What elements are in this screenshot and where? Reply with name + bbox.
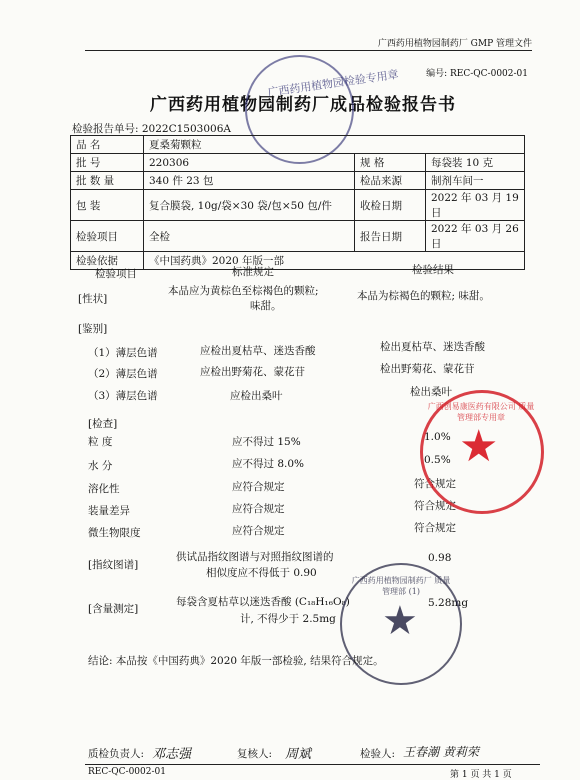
pack-label: 包 装 — [71, 190, 144, 221]
traits-result: 本品为棕褐色的颗粒; 味甜。 — [357, 290, 490, 302]
report-date-label: 报告日期 — [355, 221, 426, 252]
source-label: 检品来源 — [355, 172, 426, 190]
page-number: 第 1 页 共 1 页 — [450, 770, 512, 780]
check-name-5: 微生物限度 — [88, 527, 141, 539]
report-date-value: 2022 年 03 月 26 日 — [426, 221, 525, 252]
ident-result-1: 检出夏枯草、迷迭香酸 — [380, 341, 485, 353]
ident-standard-2: 应检出野菊花、蒙花苷 — [200, 366, 305, 378]
check-name-2: 水 分 — [88, 460, 113, 472]
conclusion: 结论: 本品按《中国药典》2020 年版一部检验, 结果符合规定。 — [88, 655, 384, 667]
check-standard-2: 应不得过 8.0% — [232, 458, 305, 470]
ident-name-1: （1）薄层色谱 — [88, 347, 158, 359]
ident-standard-3: 应检出桑叶 — [230, 390, 283, 402]
col-item: 检验项目 — [95, 268, 137, 280]
qty-value: 340 件 23 包 — [144, 172, 355, 190]
source-value: 制剂车间一 — [426, 172, 525, 190]
fingerprint-result: 0.98 — [428, 552, 452, 564]
ident-label: [鉴别] — [78, 323, 108, 335]
traits-standard-1: 本品应为黄棕色至棕褐色的颗粒; — [168, 285, 319, 297]
check-name-4: 装量差异 — [88, 505, 130, 517]
product-label: 品 名 — [71, 136, 144, 154]
assay-standard-2: 计, 不得少于 2.5mg — [240, 613, 336, 625]
check-result-4: 符合规定 — [414, 500, 456, 512]
check-result-2: 0.5% — [424, 454, 451, 466]
check-name-3: 溶化性 — [88, 483, 120, 495]
traits-label: [性状] — [78, 293, 108, 305]
assay-standard-1: 每袋含夏枯草以迷迭香酸 (C₁₈H₁₆O₈) — [176, 596, 350, 608]
check-label: [检查] — [88, 418, 118, 430]
recv-value: 2022 年 03 月 19 日 — [426, 190, 525, 221]
report-number: 检验报告单号: 2022C1503006A — [72, 123, 231, 135]
report-title: 广西药用植物园制药厂成品检验报告书 — [150, 95, 456, 115]
item-label: 检验项目 — [71, 221, 144, 252]
qa-signature: 邓志强 — [152, 747, 192, 762]
quality-seal-text: 广西创易康医药有限公司 质量管理部专用章 — [427, 402, 535, 422]
check-result-1: 1.0% — [424, 431, 451, 443]
assay-label: [含量测定] — [88, 603, 139, 615]
inspector-signature: 王春潮 黄莉荣 — [403, 745, 479, 759]
seal-text: 广西药用植物园检验专用章 — [266, 67, 400, 100]
recv-label: 收检日期 — [355, 190, 426, 221]
quality-seal-icon — [420, 390, 544, 514]
traits-standard-2: 味甜。 — [250, 300, 282, 312]
spec-label: 规 格 — [355, 154, 426, 172]
col-standard: 标准规定 — [232, 266, 274, 278]
check-standard-5: 应符合规定 — [232, 525, 285, 537]
doc-number: 编号: REC-QC-0002-01 — [426, 69, 528, 79]
review-label: 复核人: — [237, 748, 273, 760]
ident-name-2: （2）薄层色谱 — [88, 368, 158, 380]
ident-result-2: 检出野菊花、蒙花苷 — [380, 363, 475, 375]
footer-doc-code: REC-QC-0002-01 — [88, 767, 166, 777]
footer-rule — [85, 764, 540, 765]
assay-result: 5.28mg — [428, 597, 469, 609]
check-standard-1: 应不得过 15% — [232, 436, 301, 448]
inspector-label: 检验人: — [360, 748, 396, 760]
report-info-table — [70, 135, 525, 270]
check-name-1: 粒 度 — [88, 436, 113, 448]
header-rule — [85, 50, 532, 51]
org-title: 广西药用植物园制药厂 GMP 管理文件 — [377, 39, 532, 49]
batch-label: 批 号 — [71, 154, 144, 172]
star-icon: ★ — [459, 421, 499, 472]
star-icon: ★ — [382, 598, 418, 644]
basis-value: 《中国药典》2020 年版一部 — [144, 252, 525, 270]
check-standard-4: 应符合规定 — [232, 503, 285, 515]
ident-result-3: 检出桑叶 — [410, 386, 452, 398]
ident-name-3: （3）薄层色谱 — [88, 390, 158, 402]
fingerprint-standard-2: 相似度应不得低于 0.90 — [206, 567, 317, 579]
factory-seal-text: 广西药用植物园制药厂 质量管理部 (1) — [351, 576, 451, 596]
col-result: 检验结果 — [412, 264, 454, 276]
ident-standard-1: 应检出夏枯草、迷迭香酸 — [200, 345, 316, 357]
review-signature: 周斌 — [285, 747, 312, 762]
batch-value: 220306 — [144, 154, 355, 172]
qa-label: 质检负责人: — [88, 748, 145, 760]
pack-value: 复合膜袋, 10g/袋×30 袋/包×50 包/件 — [144, 190, 355, 221]
basis-label: 检验依据 — [71, 252, 144, 270]
check-result-3: 符合规定 — [414, 478, 456, 490]
fingerprint-label: [指纹图谱] — [88, 559, 139, 571]
item-value: 全检 — [144, 221, 355, 252]
product-value: 夏桑菊颗粒 — [144, 136, 525, 154]
check-result-5: 符合规定 — [414, 522, 456, 534]
fingerprint-standard-1: 供试品指纹图谱与对照指纹图谱的 — [176, 551, 334, 563]
qty-label: 批 数 量 — [71, 172, 144, 190]
check-standard-3: 应符合规定 — [232, 481, 285, 493]
spec-value: 每袋装 10 克 — [426, 154, 525, 172]
